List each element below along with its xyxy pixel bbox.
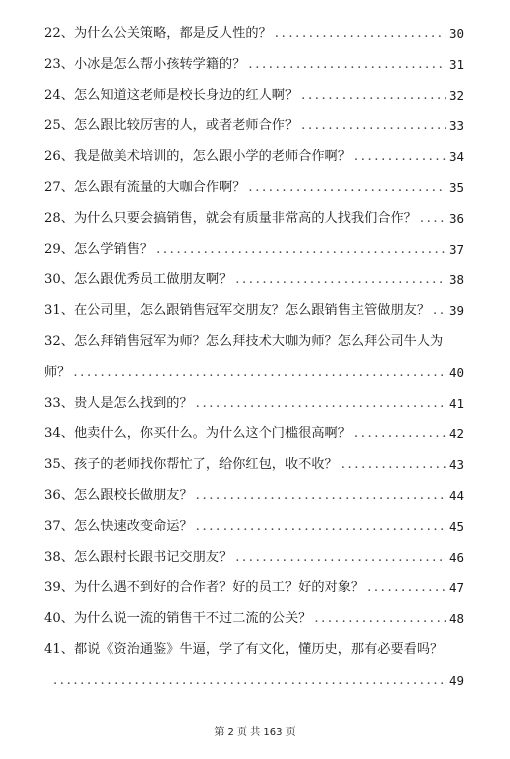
toc-entry-page-number: 47 <box>448 580 464 596</box>
toc-entry[interactable] <box>44 173 464 204</box>
toc-entry[interactable] <box>44 81 464 112</box>
dot-leader <box>196 481 446 512</box>
dot-leader <box>196 389 446 420</box>
toc-entry-title: 35、孩子的老师找你帮忙了，给你红包，收不收？ <box>44 457 338 473</box>
toc-entry-title: 31、在公司里，怎么跟销售冠军交朋友？怎么跟销售主管做朋友？ <box>44 303 431 319</box>
toc-entry[interactable] <box>44 450 464 481</box>
toc-entry-page-number: 32 <box>448 87 464 103</box>
toc-entry-title: 24、怎么知道这老师是校长身边的红人啊？ <box>44 87 299 103</box>
dot-leader <box>53 666 446 697</box>
toc-entry-page-number: 31 <box>448 56 464 72</box>
toc-entry[interactable] <box>44 419 464 450</box>
toc-entry[interactable] <box>44 512 464 543</box>
toc-entry-title-line: 41、都说《资治通鉴》牛逼，学了有文化，懂历史，那有必要看吗？ <box>44 641 444 657</box>
toc-entry[interactable] <box>44 389 464 420</box>
page-footer: 第 2 页 共 163 页 <box>214 727 296 738</box>
toc-entry-page-number: 48 <box>448 611 464 627</box>
toc-entry-page-number: 49 <box>448 672 464 688</box>
dot-leader <box>301 111 446 142</box>
toc-entry[interactable] <box>44 573 464 604</box>
toc-entry-title: 38、怎么跟村长跟书记交朋友？ <box>44 549 233 565</box>
toc-entry[interactable] <box>44 204 464 235</box>
toc-entry-title: 40、为什么说一流的销售干不过二流的公关？ <box>44 611 312 627</box>
toc-entry[interactable] <box>44 111 464 142</box>
dot-leader <box>433 296 446 327</box>
toc-entry-page-number: 43 <box>448 457 464 473</box>
toc-entry-title: 34、他卖什么，你买什么。为什么这个门槛很高啊？ <box>44 426 351 442</box>
toc-entry-page-number: 37 <box>448 241 464 257</box>
toc-entry-page-number: 40 <box>448 364 464 380</box>
toc-entry-title: 29、怎么学销售？ <box>44 241 154 257</box>
toc-entry-page-number: 44 <box>448 487 464 503</box>
dot-leader <box>156 235 446 266</box>
toc-entry[interactable] <box>44 19 464 50</box>
toc-entry-title: 30、怎么跟优秀员工做朋友啊？ <box>44 272 233 288</box>
toc-entry-title: 26、我是做美术培训的，怎么跟小学的老师合作啊？ <box>44 149 351 165</box>
toc-entry-title: 23、小冰是怎么帮小孩转学籍的？ <box>44 56 246 72</box>
toc-entry-page-number: 41 <box>448 395 464 411</box>
toc-entry-title: 27、怎么跟有流量的大咖合作啊？ <box>44 179 246 195</box>
toc-entry-title-line: 32、怎么拜销售冠军为师？怎么拜技术大咖为师？怎么拜公司牛人为 <box>44 333 444 349</box>
dot-leader <box>367 573 446 604</box>
toc-entry-title: 22、为什么公关策略，都是反人性的？ <box>44 26 272 41</box>
dot-leader <box>235 265 446 296</box>
toc-entry[interactable] <box>44 296 464 327</box>
toc-entry[interactable] <box>44 543 464 574</box>
toc-entry-page-number: 45 <box>448 518 464 534</box>
dot-leader <box>196 512 446 543</box>
toc-entry-page-number: 46 <box>448 549 464 565</box>
dot-leader <box>73 358 446 389</box>
toc-entry[interactable] <box>44 235 464 266</box>
toc-entry[interactable] <box>44 142 464 173</box>
toc-entry-title: 师？ <box>44 364 71 380</box>
dot-leader <box>314 604 446 635</box>
toc-entry-title: 36、怎么跟校长做朋友？ <box>44 487 193 503</box>
toc-entry-page-number: 34 <box>448 149 464 165</box>
toc-entry-page-number: 36 <box>448 210 464 226</box>
dot-leader <box>354 142 446 173</box>
dot-leader <box>420 204 446 235</box>
toc-entry-page-number: 38 <box>448 272 464 288</box>
dot-leader <box>248 50 446 81</box>
dot-leader <box>341 450 446 481</box>
toc-entry-title: 25、怎么跟比较厉害的人，或者老师合作？ <box>44 118 299 134</box>
dot-leader <box>235 543 446 574</box>
toc-entry[interactable] <box>44 358 464 389</box>
toc-entry-title: 33、贵人是怎么找到的？ <box>44 395 193 411</box>
toc-entry-title: 39、为什么遇不到好的合作者？好的员工？好的对象？ <box>44 580 365 596</box>
toc-entry[interactable] <box>44 265 464 296</box>
toc-entry[interactable] <box>44 481 464 512</box>
dot-leader <box>354 419 446 450</box>
table-of-contents <box>44 19 464 697</box>
toc-entry[interactable] <box>44 50 464 81</box>
toc-entry-page-number: 39 <box>448 303 464 319</box>
toc-entry-page-number: 30 <box>448 26 464 41</box>
toc-entry-title: 37、怎么快速改变命运？ <box>44 518 193 534</box>
dot-leader <box>248 173 446 204</box>
dot-leader <box>275 19 446 50</box>
toc-entry[interactable] <box>44 666 464 697</box>
toc-entry-page-number: 35 <box>448 179 464 195</box>
dot-leader <box>301 81 446 112</box>
toc-entry[interactable] <box>44 604 464 635</box>
toc-entry-page-number: 42 <box>448 426 464 442</box>
toc-entry-title: 28、为什么只要会搞销售，就会有质量非常高的人找我们合作？ <box>44 210 417 226</box>
toc-entry-page-number: 33 <box>448 118 464 134</box>
